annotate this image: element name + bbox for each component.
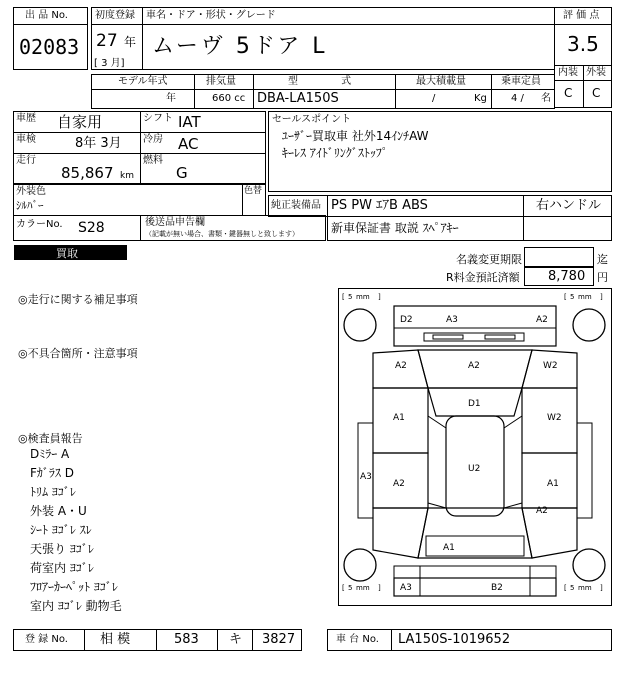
inspector-item: 外装 A・U [30,504,87,518]
svg-text:mm: mm [356,584,370,592]
reg-class: 583 [174,632,199,647]
name-change-label: 名義変更期限 [456,253,522,266]
steering-value: 右ハンドル [536,198,602,213]
mileage-unit: km [120,171,134,181]
mark-front-bumper-right: A2 [536,315,548,325]
mark-hood-center: A2 [468,361,480,371]
car-diagram [338,288,612,606]
mark-rear-bumper-center: B2 [491,583,503,593]
shift-label: シフト [143,113,173,124]
warranty-value: 新車保証書 取説 ｽﾍﾟｱｷｰ [331,221,459,235]
model-year-cell [91,89,195,109]
svg-text:5: 5 [570,293,575,301]
tire-rear-left [344,549,376,581]
tire-label-bottom-right [564,584,603,592]
score-label: 評 価 点 [563,10,600,21]
tire-label-top-right [564,293,603,301]
first-reg-month: [ 3 月] [94,58,125,69]
mark-rear-door-left: A2 [393,479,405,489]
first-reg-year: 27 [96,31,118,51]
aircon-label: 冷房 [143,134,163,145]
left-side-skirt [358,423,373,518]
recycle-unit: 円 [597,271,608,284]
mark-front-door-right: W2 [547,413,562,423]
svg-text:]: ] [378,293,381,301]
svg-text:5: 5 [348,584,353,592]
tire-rear-right [573,549,605,581]
name-change-box [524,247,594,267]
max-load-unit: Kg [474,93,487,104]
genuine-value: PS PW ｴｱB ABS [331,198,428,213]
sales-point-line2: ｷｰﾚｽ ｱｲﾄﾞﾘﾝｸﾞｽﾄｯﾌﾟ [282,146,388,160]
history-label: 車歴 [16,113,36,124]
chassis-label: 車 台 No. [336,634,379,645]
displacement-label: 排気量 [206,76,236,87]
right-side-skirt [577,423,592,518]
max-load-value: / [432,93,436,104]
mark-rear-bumper-left: A3 [400,583,412,593]
mark-windshield: D1 [468,399,481,409]
rear-left-quarter [373,508,428,558]
svg-text:]: ] [378,584,381,592]
ext-color-value: ｼﾙﾊﾞｰ [16,199,44,212]
ext-color-label: 外装色 [16,186,46,197]
displacement-value: 660 cc [212,93,246,104]
svg-text:[: [ [564,584,567,592]
purchase-band-label: 買取 [56,247,78,260]
color-no-value: S28 [78,220,105,236]
aircon-value: AC [178,135,199,153]
name-change-unit: 迄 [597,253,608,266]
exterior-grade: C [592,86,601,100]
post-label: 後送品申告欄 [145,217,205,228]
mark-rear-right: A2 [536,506,548,516]
history-value: 自家用 [57,113,103,131]
interior-label: 内装 [558,67,578,78]
mark-rear-door-right: A1 [547,479,559,489]
score-value: 3.5 [567,32,599,56]
recycle-value: 8,780 [548,269,586,284]
post-note: （記載が無い場合、書類・鍵器無しと致します） [145,230,299,238]
svg-text:mm: mm [578,584,592,592]
type-value: DBA-LA150S [257,91,339,106]
lot-number: 02083 [19,35,80,59]
shift-value: IAT [178,113,201,131]
inspector-item: ﾌﾛｱｰｶｰﾍﾟｯﾄ ﾖｺﾞﾚ [30,580,118,594]
car-name-label: 車名・ドア・形状・グレード [146,10,276,21]
genuine-label: 純正装備品 [271,200,321,211]
color-change-label: 色替 [244,186,263,196]
model-year-label: モデル年式 [118,76,168,87]
tire-size-text: 5 [348,293,353,301]
inspector-item: ｼｰﾄ ﾖｺﾞﾚ ｽﾚ [30,523,92,537]
svg-text:[: [ [342,584,345,592]
reg-number: 3827 [262,632,296,647]
tire-label-top-left [342,293,381,301]
car-name: ムーヴ 5ドア L [152,34,328,59]
sales-point-line1: ﾕｰｻﾞｰ買取車 社外14ｲﾝﾁAW [282,129,429,143]
mark-hood-left: A2 [395,361,407,371]
first-reg-year-unit: 年 [124,35,137,49]
front-bumper [394,306,556,346]
svg-text:[: [ [564,293,567,301]
inspector-label: ◎検査員報告 [18,432,83,445]
blank-cell [523,216,612,241]
tire-label-bottom-left [342,584,381,592]
inspector-item: 天張り ﾖｺﾞﾚ [30,542,94,556]
inspection-label: 車検 [16,134,36,145]
capacity-unit: 名 [541,93,551,104]
recycle-label: R料金預託済額 [446,271,520,284]
mark-front-door-left: A1 [393,413,405,423]
first-reg-label: 初度登録 [95,10,135,21]
inspector-item: ﾄﾘﾑ ﾖｺﾞﾚ [30,485,76,499]
capacity-value: 4 / [511,93,524,104]
inspector-item: Dﾐﾗｰ A [30,447,70,461]
type-label: 型 式 [288,76,352,87]
model-year-unit: 年 [166,93,176,104]
tire-front-right [573,309,605,341]
reg-area: 相 模 [100,632,131,647]
mark-hood-right: W2 [543,361,558,371]
lot-label: 出 品 No. [25,10,68,21]
tire-unit-text: mm [356,293,370,301]
sales-point-label: セールスポイント [272,114,352,125]
svg-text:]: ] [600,293,603,301]
fuel-label: 燃料 [143,155,163,166]
max-load-label: 最大積載量 [416,76,466,87]
interior-grade: C [564,86,573,100]
mark-rear-quarter-left: A3 [360,472,372,482]
fuel-value: G [176,164,188,182]
mark-front-bumper-center: A3 [446,315,458,325]
capacity-label: 乗車定員 [501,76,541,87]
mark-rear-glass: A1 [443,543,455,553]
rear-right-quarter [522,508,577,558]
mark-front-bumper-left: D2 [400,315,413,325]
mark-roof: U2 [468,464,481,474]
reg-kana: キ [229,632,243,647]
inspector-item: 室内 ﾖｺﾞﾚ 動物毛 [30,599,122,613]
mileage-label: 走行 [16,155,36,166]
mileage-value: 85,867 [61,164,114,182]
inspector-item: 荷室内 ﾖｺﾞﾚ [30,561,94,575]
chassis-value: LA150S-1019652 [398,632,511,647]
inspector-item: Fｶﾞﾗｽ D [30,466,74,480]
ext-color-cell [13,184,243,216]
tire-front-left [344,309,376,341]
rear-bumper [394,578,556,596]
inspection-value: 8年 3月 [75,136,122,151]
svg-text:]: ] [600,584,603,592]
reg-label: 登 録 No. [25,634,68,645]
color-no-label: カラーNo. [16,219,63,230]
svg-text:mm: mm [578,293,592,301]
svg-text:5: 5 [570,584,575,592]
driving-notes-label: ◎走行に関する補足事項 [18,293,138,306]
svg-text:[: [ [342,293,345,301]
exterior-label: 外装 [586,67,606,78]
defects-notes-label: ◎不具合箇所・注意事項 [18,347,138,360]
